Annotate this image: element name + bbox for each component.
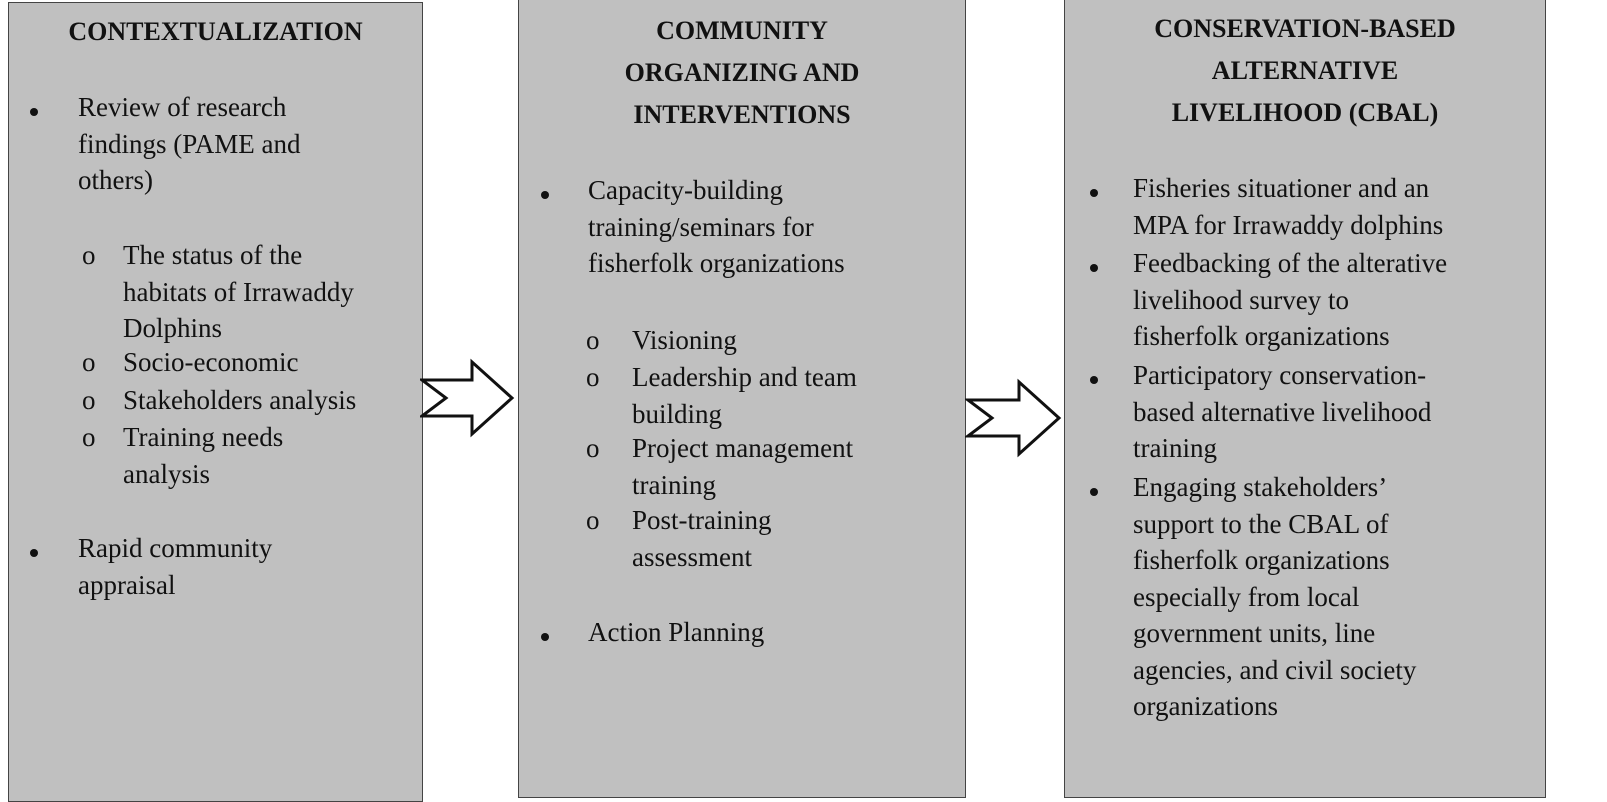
- bullet-icon: [30, 103, 38, 116]
- sub-list-item: [632, 502, 772, 575]
- item-text-line: Feedbacking of the alterative: [1133, 248, 1448, 278]
- bullet-icon: [541, 628, 549, 641]
- title-line: ORGANIZING AND: [624, 58, 860, 87]
- list-item: [78, 89, 301, 199]
- sub-list-item: [632, 322, 737, 359]
- list-item: [78, 530, 272, 603]
- item-text-line: training/seminars for: [588, 211, 814, 242]
- list-item: [1133, 357, 1431, 467]
- item-text-line: Project management: [632, 433, 854, 463]
- stage-title: [9, 11, 422, 53]
- sub-list-item: [123, 344, 298, 381]
- title-line: LIVELIHOOD (CBAL): [1171, 98, 1439, 127]
- list-item: [588, 172, 845, 282]
- item-text-line: appraisal: [78, 569, 176, 600]
- title-line: COMMUNITY: [656, 16, 828, 45]
- sub-bullet-icon: o: [586, 505, 600, 535]
- list-item: [1133, 245, 1447, 355]
- bullet-icon: [541, 186, 549, 199]
- item-text-line: Participatory conservation-: [1133, 360, 1427, 390]
- list-item: [1133, 170, 1443, 243]
- title-line: ALTERNATIVE: [1211, 56, 1399, 85]
- item-text-line: support to the CBAL of: [1133, 508, 1389, 539]
- item-text-line: The status of the: [123, 240, 303, 270]
- arrow-right-icon: [420, 358, 516, 438]
- item-text-line: Socio-economic: [123, 347, 299, 377]
- item-text-line: MPA for Irrawaddy dolphins: [1133, 209, 1444, 240]
- sub-bullet-icon: o: [82, 422, 96, 452]
- item-text-line: habitats of Irrawaddy: [123, 276, 354, 307]
- item-text-line: Leadership and team: [632, 362, 857, 392]
- title-line: CONSERVATION-BASED: [1154, 14, 1456, 43]
- item-text-line: findings (PAME and: [78, 128, 301, 159]
- item-text-line: livelihood survey to: [1133, 284, 1349, 315]
- item-text-line: Fisheries situationer and an: [1133, 173, 1430, 203]
- item-text-line: fisherfolk organizations: [588, 248, 845, 278]
- sub-list-item: [632, 359, 857, 432]
- arrow-right-icon: [965, 378, 1063, 458]
- item-text-line: Stakeholders analysis: [123, 385, 357, 415]
- title-line: INTERVENTIONS: [633, 100, 851, 129]
- list-item: [588, 614, 764, 651]
- item-text-line: Action Planning: [588, 617, 765, 647]
- sub-bullet-icon: o: [82, 240, 96, 270]
- item-text-line: organizations: [1133, 691, 1278, 721]
- item-text-line: Training needs: [123, 422, 284, 452]
- item-text-line: fisherfolk organizations: [1133, 545, 1390, 575]
- item-text-line: Capacity-building: [588, 175, 783, 205]
- item-text-line: analysis: [123, 458, 210, 489]
- list-item: [1133, 469, 1416, 725]
- item-text-line: Rapid community: [78, 533, 273, 563]
- sub-list-item: [123, 419, 283, 492]
- sub-bullet-icon: o: [82, 385, 96, 415]
- item-text-line: agencies, and civil society: [1133, 654, 1417, 685]
- item-text-line: others): [78, 165, 153, 195]
- bullet-icon: [1090, 184, 1098, 197]
- stage-title: [519, 10, 965, 136]
- bullet-icon: [1090, 371, 1098, 384]
- sub-bullet-icon: o: [586, 325, 600, 355]
- item-text-line: Dolphins: [123, 313, 223, 343]
- bullet-icon: [1090, 483, 1098, 496]
- sub-list-item: [123, 237, 354, 347]
- item-text-line: assessment: [632, 541, 752, 572]
- item-text-line: Review of research: [78, 92, 287, 122]
- item-text-line: training: [632, 469, 716, 500]
- item-text-line: based alternative livelihood: [1133, 396, 1432, 427]
- item-text-line: especially from local: [1133, 581, 1360, 612]
- sub-list-item: [123, 382, 356, 419]
- sub-list-item: [632, 430, 853, 503]
- bullet-icon: [30, 544, 38, 557]
- item-text-line: Visioning: [632, 325, 737, 355]
- bullet-icon: [1090, 259, 1098, 272]
- item-text-line: training: [1133, 433, 1217, 463]
- item-text-line: building: [632, 398, 723, 429]
- item-text-line: government units, line: [1133, 618, 1376, 648]
- sub-bullet-icon: o: [586, 362, 600, 392]
- item-text-line: Engaging stakeholders’: [1133, 472, 1388, 502]
- item-text-line: Post-training: [632, 505, 772, 535]
- sub-bullet-icon: o: [82, 347, 96, 377]
- item-text-line: fisherfolk organizations: [1133, 321, 1390, 351]
- title-line: CONTEXTUALIZATION: [68, 17, 363, 46]
- stage-title: [1065, 8, 1545, 134]
- sub-bullet-icon: o: [586, 433, 600, 463]
